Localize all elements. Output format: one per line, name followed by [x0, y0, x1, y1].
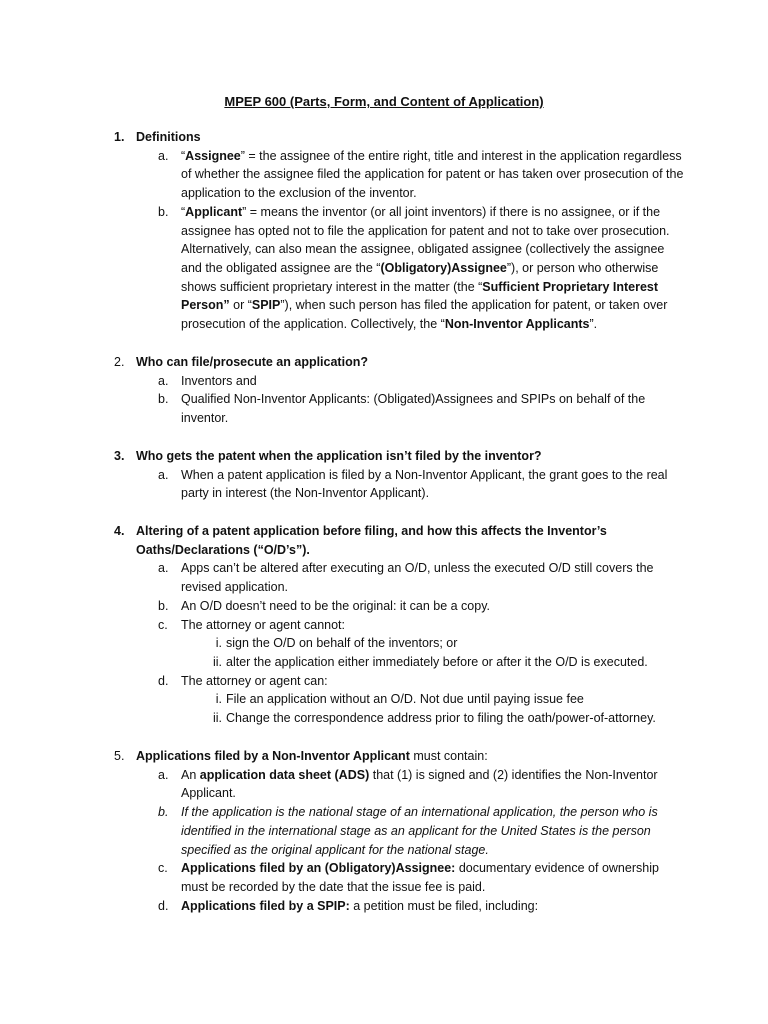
- list-item: [114, 390, 688, 427]
- sub-list-item: [114, 634, 688, 653]
- section-4: [114, 522, 688, 728]
- term-non-inventor-applicants: Non-Inventor Applicants: [444, 317, 590, 332]
- text: The attorney or agent cannot:: [181, 617, 345, 632]
- list-item: [114, 597, 688, 616]
- list-item: [114, 559, 688, 596]
- term-applicant: Applicant: [185, 204, 243, 219]
- term-obligatory-assignee-apps: Applications filed by an (Obligatory)Assignee:: [181, 861, 456, 876]
- list-item: [114, 766, 688, 803]
- section-heading: Who gets the patent when the application isn’t filed by the inventor?: [136, 449, 542, 463]
- item-letter: d.: [158, 673, 169, 688]
- heading-bold: Applications filed by a Non-Inventor Applicant: [136, 749, 410, 763]
- section-number: 5.: [114, 749, 125, 763]
- section-3: [114, 447, 688, 503]
- text: The attorney or agent can:: [181, 673, 328, 688]
- section-5: [114, 747, 688, 915]
- text: If the application is the national stage of an international application, the person who is identified in the international stage as an applicant for the United States is the person specified as the original applicant for the national stage.: [181, 805, 658, 857]
- item-letter: b.: [158, 204, 169, 219]
- text: “: [181, 204, 186, 219]
- section-heading: Altering of a patent application before filing, and how this affects the Inventor’s Oaths/Declarations (“O/D’s”).: [136, 524, 607, 557]
- text: Qualified Non-Inventor Applicants: (Obligated)Assignees and SPIPs on behalf of the inventor.: [181, 392, 646, 426]
- list-item: [114, 616, 688, 635]
- item-roman: ii.: [212, 711, 222, 726]
- text: File an application without an O/D. Not due until paying issue fee: [226, 692, 584, 707]
- sub-list-item: [114, 653, 688, 672]
- text: a petition must be filed, including:: [349, 898, 539, 913]
- list-item: [114, 203, 688, 334]
- list-item: [114, 859, 688, 896]
- list-item: [114, 372, 688, 391]
- text: An O/D doesn’t need to be the original: it can be a copy.: [181, 598, 490, 613]
- term-obligatory-assignee: (Obligatory)Assignee: [380, 260, 507, 275]
- text: ”), when such person has filed the application for patent, or taken over prosecution of the application. Collectively, the “: [181, 298, 668, 332]
- term-spip: SPIP: [251, 298, 281, 313]
- item-letter: d.: [158, 898, 169, 913]
- section-number: 2.: [114, 355, 125, 369]
- item-roman: ii.: [212, 654, 222, 669]
- item-letter: c.: [158, 861, 168, 876]
- text: Change the correspondence address prior to filing the oath/power-of-attorney.: [226, 711, 656, 726]
- section-1: [114, 128, 688, 334]
- section-heading: [114, 747, 688, 766]
- text: An: [181, 767, 200, 782]
- item-roman: i.: [215, 636, 222, 651]
- item-letter: c.: [158, 617, 168, 632]
- sub-list-item: [114, 690, 688, 709]
- text: ”), or person who otherwise shows sufficient proprietary interest in the matter (the “: [181, 260, 659, 294]
- text: that (1) is signed and (2) identifies the Non-Inventor Applicant.: [181, 767, 658, 801]
- term-spip-apps: Applications filed by a SPIP:: [181, 898, 350, 913]
- list-item: [114, 803, 688, 859]
- text: or “: [229, 298, 252, 313]
- heading-rest: must contain:: [409, 749, 488, 763]
- item-letter: a.: [158, 561, 169, 576]
- item-letter: a.: [158, 767, 169, 782]
- section-number: 4.: [114, 524, 125, 538]
- text: documentary evidence of ownership must be recorded by the date that the issue fee is paid.: [181, 861, 659, 894]
- item-letter: b.: [158, 598, 169, 613]
- text: alter the application either immediately before or after it the O/D is executed.: [226, 654, 648, 669]
- text: Apps can’t be altered after executing an O/D, unless the executed O/D still covers the revised application.: [181, 561, 654, 595]
- list-item: [114, 147, 688, 203]
- text: sign the O/D on behalf of the inventors; or: [226, 636, 458, 651]
- text: When a patent application is filed by a Non-Inventor Applicant, the grant goes to the real party in interest (the Non-Inventor Applicant).: [181, 467, 668, 501]
- text: Inventors and: [181, 373, 257, 388]
- term-assignee: Assignee: [185, 148, 241, 163]
- text: ” = the assignee of the entire right, title and interest in the application regardless of whether the assignee filed the application for patent or has taken over prosecution of the application to the exclusion of the inventor.: [181, 148, 684, 201]
- sub-list-item: [114, 709, 688, 728]
- list-item: [114, 672, 688, 691]
- list-item: [114, 897, 688, 916]
- section-number: 1.: [114, 130, 125, 144]
- item-roman: i.: [215, 692, 222, 707]
- item-letter: a.: [158, 148, 169, 163]
- item-letter: b.: [158, 392, 169, 407]
- item-letter: a.: [158, 373, 169, 388]
- text: “: [181, 148, 186, 163]
- section-heading: Who can file/prosecute an application?: [136, 355, 368, 369]
- item-letter: a.: [158, 467, 169, 482]
- section-heading: Definitions: [136, 130, 201, 144]
- term-ads: application data sheet (ADS): [199, 767, 370, 782]
- text: ” = means the inventor (or all joint inventors) if there is no assignee, or if the assignee has opted not to file the application for patent and not to take over prosecution. Alternatively, can also mean the assignee, obligated assignee (collectively the assignee and the obligated assignee are the “: [181, 204, 670, 275]
- section-number: 3.: [114, 449, 125, 463]
- term-spip-full: Sufficient Proprietary Interest Person”: [181, 279, 659, 313]
- document-title: MPEP 600 (Parts, Form, and Content of Application): [224, 94, 544, 109]
- text: ”.: [589, 317, 598, 332]
- item-letter: b.: [158, 805, 169, 820]
- section-2: [114, 353, 688, 428]
- list-item: [114, 466, 688, 503]
